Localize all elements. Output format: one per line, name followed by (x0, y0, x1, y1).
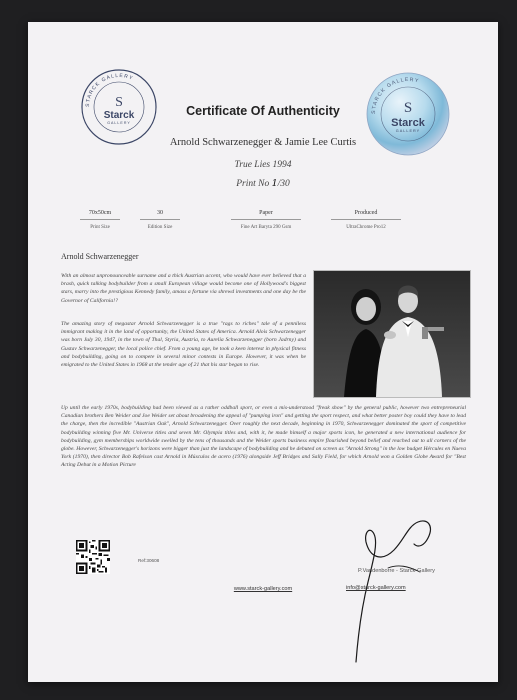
print-number-total: /30 (277, 179, 290, 189)
biography-title: Arnold Schwarzenegger (61, 252, 139, 261)
website-link[interactable]: www.starck-gallery.com (233, 586, 293, 592)
signer-name: P.Vandenborre - Starck-Gallery (358, 568, 435, 574)
spec-edition-size (132, 210, 188, 230)
svg-text:STARCK GALLERY (85, 73, 134, 107)
print-number-value: 1 (271, 178, 278, 189)
spec-paper (218, 210, 314, 230)
film-still-photo (313, 270, 471, 398)
seal-brand-sub: GALLERY (107, 121, 131, 125)
qr-code[interactable] (76, 540, 110, 574)
biography-paragraph-3: Up until the early 1970s, bodybuilding had been viewed as a rather oddball sport, or even a mis-understood "freak show" by the general public, however two entrepreneurial Canadian brothers Ben Weider and Joe Weider set about broadening the appeal of "pumping iron" and getting the sport respect, and what better poster boy could they have to lead the charge, then the incredible "Austrian Oak", Arnold Schwarzenegger. Over roughly the next decade, beginning in 1970, Schwarzenegger dominated the sport of competitive bodybuilding winning five Mr. Universe titles and seven Mr. Olympia titles and, with it, he made himself a major sports icon, he generated a new international audience for bodybuilding, gym memberships worldwide swelled by the tens of thousands and the Weider sports business empire flourished beyond belief and reached out to all corners of the globe. However, Schwarzenegger's horizons were bigger than just the landscape of bodybuilding and he debuted on screen as "Arnold Strong" in the low budget Hércules en Nueva York (1970), then director Bob Rafelson cast Arnold in Músculos de acero (1976) alongside Jeff Bridges and Sally Field, for which Arnold won a Golden Globe Award for "Best Acting Debut in a Motion Picture (61, 405, 466, 469)
spec-label: UltraChrome Pro12 (346, 225, 386, 230)
biography-paragraph-2: The amazing story of megastar Arnold Schwarzenegger is a true "rags to riches" tale of a penniless immigrant making it in the land of opportunity, the United States of America. Arnold Alois Schwarzenegger was born July 30, 1947, in the town of Thal, Styria, Austria, to Aurelia Schwarzenegger (born Jadrny) and Gustav Schwarzenegger, the local police chief. From a young age, he took a keen interest in physical fitness and bodybuilding, going on to compete in several minor contests in Europe. However, it was when he emigrated to the United States in 1968 at the tender age of 21 that his star began to rise. (61, 321, 306, 369)
spec-label: Fine Art Baryta 290 Gsm (240, 225, 292, 230)
spec-value: Produced (331, 210, 401, 220)
hologram-brand-sub: GALLERY (395, 129, 421, 133)
seal-ring-text: STARCK GALLERY (84, 72, 135, 108)
specs-row (28, 210, 498, 250)
print-number (28, 178, 498, 189)
hologram-brand: Starck (391, 117, 425, 129)
spec-label: Edition Size (147, 225, 173, 230)
artists-line: Arnold Schwarzenegger & Jamie Lee Curtis (169, 137, 357, 148)
hologram-ring-text: STARCK GALLERY (370, 76, 420, 115)
seal-brand: Starck (103, 110, 135, 121)
email-link[interactable]: info@starck-gallery.com (346, 585, 406, 591)
signature (348, 486, 440, 666)
reference-number: Ref:30608 (138, 558, 160, 563)
spec-value: 30 (140, 210, 180, 220)
certificate-title: Certificate Of Authenticity (186, 104, 340, 118)
certificate-sheet (28, 22, 498, 682)
work-title: True Lies 1994 (234, 160, 292, 170)
biography-paragraph-1: With an almost unpronounceable surname and a thick Austrian accent, who would have ever believed that a brash, quick talking bodybuilder from a small European village would become one of Hollywood's biggest stars, marry into the prestigious Kennedy family, amass a fortune via shrewd investments and one day be the Governor of California!? (61, 273, 306, 304)
spec-value: 70x50cm (80, 210, 120, 220)
spec-print-size (72, 210, 128, 230)
spec-produced (318, 210, 414, 230)
spec-label: Print Size (90, 225, 110, 230)
hologram-monogram: S (403, 100, 413, 116)
spec-value: Paper (231, 210, 301, 220)
seal-monogram: S (115, 95, 123, 110)
print-number-label: Print No (236, 179, 270, 189)
